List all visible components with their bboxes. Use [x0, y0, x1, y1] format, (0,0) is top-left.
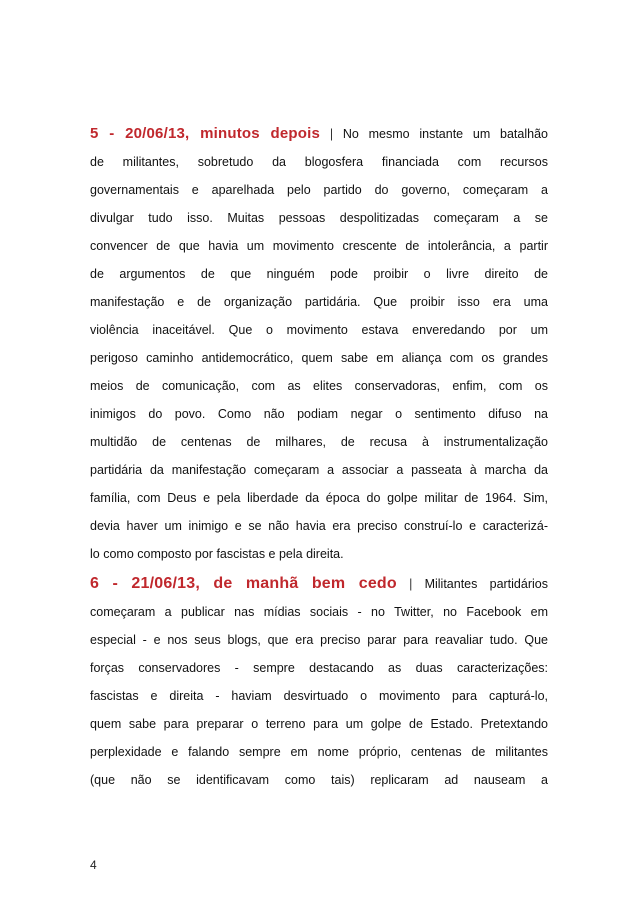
section-5-line: lo como composto por fascistas e pela direita. [90, 547, 344, 561]
section-6-line: forças conservadores - sempre destacando as duas caracterizações: [90, 661, 548, 675]
section-5-line: violência inaceitável. Que o movimento estava enveredando por um [90, 323, 548, 337]
body-text [90, 120, 548, 794]
section-5-line: família, com Deus e pela liberdade da época do golpe militar de 1964. Sim, [90, 491, 548, 505]
section-5-line: de militantes, sobretudo da blogosfera financiada com recursos [90, 155, 548, 169]
section-5-line: divulgar tudo isso. Muitas pessoas despolitizadas começaram a se [90, 211, 548, 225]
section-5-line: manifestação e de organização partidária. Que proibir isso era uma [90, 295, 548, 309]
section-5-line: de argumentos de que ninguém pode proibir o livre direito de [90, 267, 548, 281]
section-6-first-line-text: Militantes partidários [424, 577, 548, 591]
section-6-heading: 6 - 21/06/13, de manhã bem cedo [90, 575, 397, 592]
section-6-line: perplexidade e falando sempre em nome próprio, centenas de militantes [90, 745, 548, 759]
section-6-line: (que não se identificavam como tais) replicaram ad nauseam a [90, 773, 548, 787]
section-5-heading: 5 - 20/06/13, minutos depois [90, 125, 321, 142]
section-5-line: multidão de centenas de milhares, de recusa à instrumentalização [90, 435, 548, 449]
section-6-line: quem sabe para preparar o terreno para um golpe de Estado. Pretextando [90, 717, 548, 731]
page-number: 4 [90, 858, 97, 872]
section-6-line: começaram a publicar nas mídias sociais - no Twitter, no Facebook em [90, 605, 548, 619]
section-5-line: meios de comunicação, com as elites conservadoras, enfim, com os [90, 379, 548, 393]
section-5-heading-line [90, 120, 548, 148]
section-6-heading-line [90, 570, 548, 598]
section-5-line: devia haver um inimigo e se não havia era preciso construí-lo e caracterizá- [90, 519, 548, 533]
section-6-line: especial - e nos seus blogs, que era preciso parar para reavaliar tudo. Que [90, 633, 548, 647]
section-5-line: convencer de que havia um movimento crescente de intolerância, a partir [90, 239, 548, 253]
heading-separator: | [329, 127, 334, 141]
section-5-first-line-text: No mesmo instante um batalhão [342, 127, 548, 141]
section-6-line: fascistas e direita - haviam desvirtuado o movimento para capturá-lo, [90, 689, 548, 703]
section-5-line: inimigos do povo. Como não podiam negar o sentimento difuso na [90, 407, 548, 421]
heading-separator: | [409, 577, 413, 591]
section-5-line: partidária da manifestação começaram a associar a passeata à marcha da [90, 463, 548, 477]
section-5-line: perigoso caminho antidemocrático, quem sabe em aliança com os grandes [90, 351, 548, 365]
section-5-line: governamentais e aparelhada pelo partido do governo, começaram a [90, 183, 548, 197]
